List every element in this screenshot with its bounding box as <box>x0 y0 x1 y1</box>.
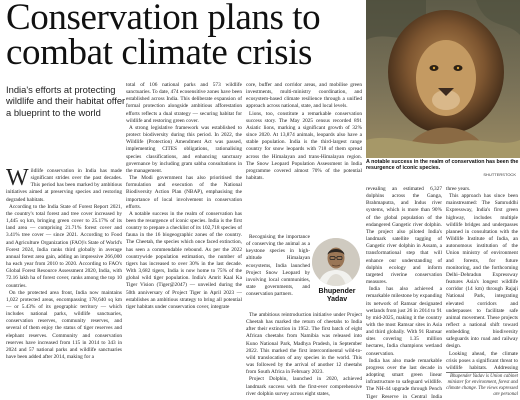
photo-credit: SHUTTERSTOCK <box>483 172 516 177</box>
paragraph: India has also achieved a remarkable milestone by expanding its network of Ramsar designated wetlands from just 26 in 2014 to 91 by mid-2025, making it the country with the most Ramsar sites in Asia and third globally. With 91 Ramsar sites covering 1.35 million hectares, India champions wetland conservation. <box>366 286 442 357</box>
deck: India's efforts at protecting wildlife and their habitat offer a blueprint to the world <box>6 84 126 118</box>
paragraph: This approach has since been mainstreamed: The Samruddhi Expressway, India's first green highway, includes multiple wildlife bridges and underpasses planned in consultation with the Wildlife Institute of India, an autonomous institution of the Union ministry of environment and forests, for future monitoring, and the forthcoming Delhi–Dehradun Expressway features Asia's longest wildlife corridor (14 km) through Rajaji National Park, integrating elevated corridors and underpasses to facilitate safe animal movement. These projects reflect a national shift toward embedding biodiversity safeguards into road and railway design. <box>446 193 518 350</box>
paragraph: Recognising the importance of conserving the animal as a keystone species in high-altitude Himalayan ecosystems, India launched Project Snow Leopard by involving local communities, state governments, and conservation partners. <box>246 234 310 298</box>
drop-cap: W <box>6 168 29 191</box>
wrapped-text <box>246 234 310 310</box>
author-portrait-svg <box>312 238 360 286</box>
paragraph: Lions, too, constitute a remarkable conservation success story. The May 2025 census recorded 891 Asiatic lions, marking a significant growth of 32% since 2020. At 13,874 animals, leopards also have a stable population. India is the third-largest range country for snow leopards with 718 of them spread across the Himalayan and trans-Himalayan region. The Snow Leopard Population Assessment in India programme covered almost 70% of the potential habitats. <box>246 110 362 182</box>
column-3-top <box>246 82 362 232</box>
lion-photo-svg <box>366 0 520 158</box>
paragraph: According to the India State of Forest Report 2021, the country's total forest and tree cover increased by 1,445 sq km, bringing green cover to 25.17% of its land area — comprising 21.71% forest cover and 3.41% tree cover — since 2021. According to Food and Agriculture Organization (FAO)'s State of World's Forest 2024, India ranks third globally in average annual forest area gain, adding an impressive 266,000 ha each year from 2010 to 2020. According to FAO's Global Forest Resource Assessment 2020, India, with 72.16 lakh ha of forest cover, ranks among the top 10 countries. <box>6 203 122 289</box>
lion-photo-icon <box>366 0 520 158</box>
column-2 <box>126 82 242 400</box>
author-box <box>246 234 362 310</box>
paragraph: core, buffer and corridor areas, and mobilise green investments, multi-ministry coordination, and ecosystem-based climate resilience through a unified approach across national, state, and local levels. <box>246 82 362 110</box>
divider <box>446 372 518 373</box>
paragraph: three years. <box>446 186 471 192</box>
column-1 <box>6 168 122 400</box>
headline-line-2: combat climate crisis <box>6 32 312 73</box>
author-last-name: Yadav <box>326 295 348 303</box>
author-portrait-icon <box>312 238 360 286</box>
paragraph: The ambitious reintroduction initiative under Project Cheetah has marked the return of cheetahs to India after their extinction in 1952. The first batch of eight African cheetahs from Namibia was released into Kuno National Park, Madhya Pradesh, in September 2022. This marked the first intercontinental wild-to-wild translocation of any species in the world. This was followed by the arrival of another 12 cheetahs from South Africa in February 2023. <box>246 312 362 376</box>
paragraph: A notable success in the realm of conservation has been the resurgence of iconic species. India is the first country to prepare a checklist of its 102,718 species of fauna in the 16 biogeographic zones of the country. The Cheetah, the species which once faced extinction, has seen a commendable rebound. As per the 2022 countrywide population estimation, the number of tigers has increased to over 30% in the last decade. With 3,682 tigers, India is now home to 75% of the global wild tiger population. India's Amrit Kaal Ka Tiger Vision (Tiger@2047) — unveiled during the 50th anniversary of Project Tiger in April 2023 — establishes an ambitious strategy to bring all potential tiger habitats under conservation cover, integrate <box>126 210 242 310</box>
photo-caption <box>366 159 520 172</box>
column-3 <box>246 82 362 400</box>
paragraph: On the protected area front, India now maintains 1,022 protected areas, encompassing 178,640 sq km — or 5.43% of its geographic territory — which includes national parks, wildlife sanctuaries, conservation reserves, community reserves, and several of them enjoy the status of tiger reserves and elephant reserves. Community and conservation reserves have increased from 115 in 2014 to 343 in 2024 and 57 national parks and wildlife sanctuaries have been added after 2014, making for a <box>6 289 122 361</box>
column-5 <box>446 186 518 370</box>
paragraph: Looking ahead, the climate crisis poses a significant threat to wildlife habitats. Addressing <box>446 350 518 370</box>
column-4 <box>366 186 442 400</box>
paragraph: India has also made remarkable progress over the last decade in adopting smart green linear infrastructure to safeguard wildlife. The NH-44 upgrade through Pench Tiger Reserve in Central India <box>366 357 442 400</box>
author-bio: Bhupender Yadav is Union cabinet minister for environment, forest and climate change. The views expressed are personal <box>446 374 518 397</box>
headline-line-1: Conservation plans to <box>6 0 321 38</box>
caption-text: A notable success in the realm of conservation has been the resurgence of iconic species. <box>366 159 519 172</box>
paragraph: The Modi government has also prioritised the formulation and execution of the National Biodiversity Action Plan (NBAP), emphasising the importance of local involvement in conservation efforts. <box>126 175 242 210</box>
author-name <box>310 288 362 303</box>
paragraph: revealing an estimated 6,327 dolphins across the Ganga, Brahmaputra, and Indus river systems, which is more than 90% of the global population of the endangered Gangetic river dolphin. The project also piloted India's landmark satellite tagging of Gangetic river dolphin in Assam, a transformational step that will enhance our understanding of dolphin ecology and inform targeted riverine conservation measures. <box>366 186 442 286</box>
author-first-name: Bhupender <box>318 288 356 295</box>
headline <box>6 0 351 73</box>
paragraph: A strong legislative framework was established to protect biodiversity during this period. In 2022, the Wildlife (Protection) Amendment Act was passed, implementing CITES obligations, rationalising species classifications, and enhancing sanctuary governance by including gram sabha consultations in the management. <box>126 124 242 174</box>
column-3-bottom <box>246 312 362 398</box>
paragraph: Project Dolphin, launched in 2020, achieved landmark success with the first-ever comprehensive river dolphin survey across eight states, <box>246 376 362 397</box>
paragraph: ildlife conservation in India has made significant strides over the past decades. This period has been marked by ambitious initiatives aimed at preserving species and restoring degraded habitats. <box>6 168 122 203</box>
paragraph: total of 106 national parks and 573 wildlife sanctuaries. To date, 474 ecosensitive zones have been established across India. This deliberate expansion of formal protection alongside ambitious afforestation efforts reflects a dual strategy — securing habitat for wildlife and restoring green cover. <box>126 82 242 124</box>
